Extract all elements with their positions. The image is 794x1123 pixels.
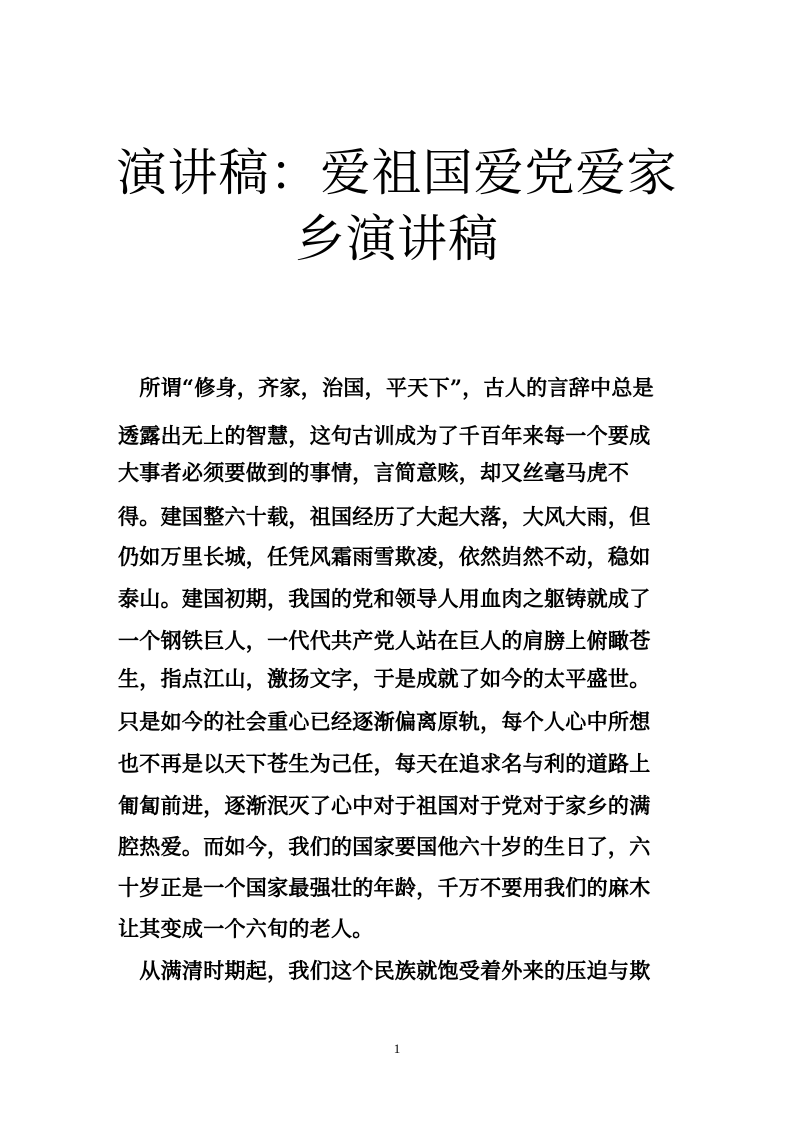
body-text-line: 十岁正是一个国家最强壮的年龄，千万不要用我们的麻木 bbox=[118, 875, 651, 900]
body-text-line: 所谓“修身，齐家，治国，平天下”，古人的言辞中总是 bbox=[118, 375, 654, 400]
body-text-line: 只是如今的社会重心已经逐渐偏离原轨，每个人心中所想 bbox=[118, 709, 651, 734]
body-text-line: 腔热爱。而如今，我们的国家要国他六十岁的生日了，六 bbox=[118, 834, 651, 859]
body-text-line: 泰山。建国初期，我国的党和领导人用血肉之躯铸就成了 bbox=[118, 586, 651, 611]
body-text-line: 透露出无上的智慧，这句古训成为了千百年来每一个要成 bbox=[118, 423, 651, 448]
body-text-line: 仍如万里长城，任凭风霜雨雪欺凌，依然岿然不动，稳如 bbox=[118, 544, 651, 569]
body-text-line: 也不再是以天下苍生为己任，每天在追求名与利的道路上 bbox=[118, 751, 651, 776]
body-text-line: 生，指点江山，激扬文字，于是成就了如今的太平盛世。 bbox=[118, 666, 651, 691]
document-title-line-1: 演讲稿：爱祖国爱党爱家 bbox=[116, 144, 678, 202]
body-text-line: 让其变成一个六旬的老人。 bbox=[118, 916, 374, 941]
page-number: 1 bbox=[393, 1041, 401, 1056]
body-text-line: 大事者必须要做到的事情，言简意赅，却又丝毫马虎不 bbox=[118, 460, 630, 485]
body-text-line: 一个钢铁巨人，一代代共产党人站在巨人的肩膀上俯瞰苍 bbox=[118, 628, 651, 653]
body-text-line: 从满清时期起，我们这个民族就饱受着外来的压迫与欺 bbox=[118, 958, 651, 983]
body-text-line: 匍匐前进，逐渐泯灭了心中对于祖国对于党对于家乡的满 bbox=[118, 793, 651, 818]
document-title-line-2: 乡演讲稿 bbox=[295, 210, 499, 268]
body-text-line: 得。建国整六十载，祖国经历了大起大落，大风大雨，但 bbox=[118, 504, 651, 529]
